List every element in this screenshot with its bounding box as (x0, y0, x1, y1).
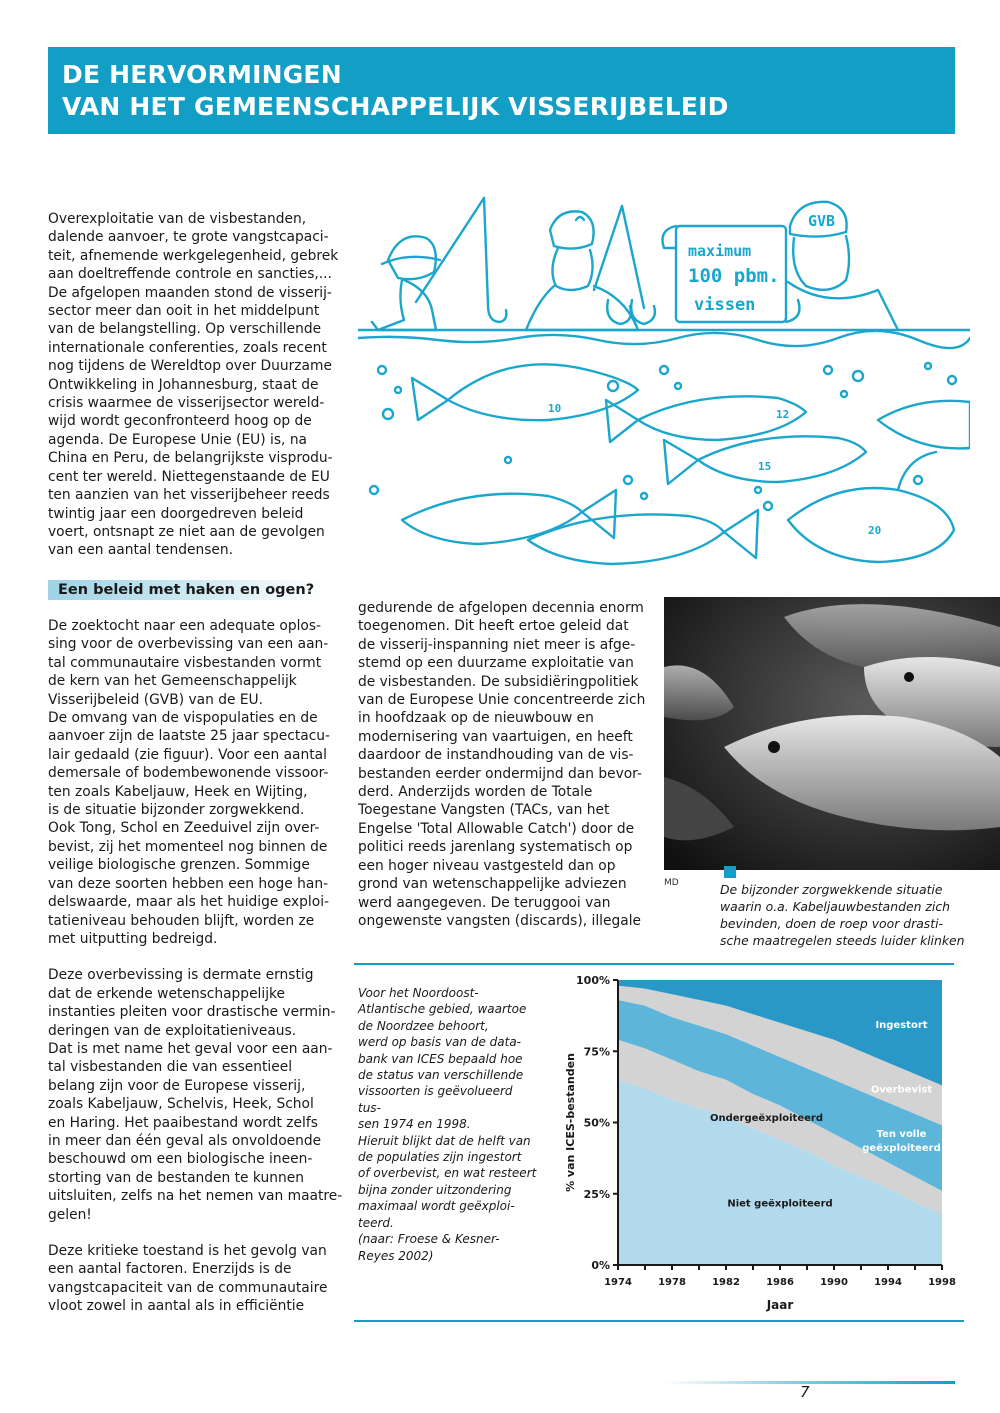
column-1-paragraph-3-line: vloot zowel in aantal als in efficiëntie (48, 1298, 305, 1315)
intro-paragraph (48, 210, 348, 560)
intro-line: twintig jaar een doorgedreven beleid (48, 505, 304, 522)
chart-series-label: Ingestort (875, 1020, 928, 1032)
intro-line: De afgelopen maanden stond de visserij- (48, 284, 332, 301)
column-1-paragraph-2 (48, 966, 348, 1224)
column-1-paragraph-1-line: tal communautaire visbestanden vormt (48, 654, 322, 671)
chart-series-label: Ten volle (876, 1128, 927, 1140)
chart-caption-line: teerd. (358, 1215, 394, 1230)
column-1-paragraph-2-line: beschouwd om een biologische ineen- (48, 1151, 313, 1168)
column-2-line: een hoger niveau vastgesteld dan op (358, 857, 616, 874)
cartoon-fish-number-2: 12 (776, 408, 790, 421)
chart-x-axis-label: Jaar (766, 1298, 794, 1312)
column-1-paragraph-2-line: deringen van de exploitatieniveaus. (48, 1022, 297, 1039)
column-1-paragraph-2-line: en Haring. Het paaibestand wordt zelfs (48, 1114, 318, 1131)
chart-series-label: geëxploiteerd (862, 1142, 941, 1154)
cartoon-fish-number-4: 20 (868, 524, 882, 537)
column-2-line: de visbestanden. De subsidiëringpolitiek (358, 673, 639, 690)
cartoon-sign-line-3: vissen (694, 295, 756, 315)
chart-caption-line: bijna zonder uitzondering (358, 1182, 512, 1197)
intro-line: internationale conferenties, zoals recent (48, 339, 327, 356)
column-1-paragraph-1-line: Ook Tong, Schol en Zeeduivel zijn over- (48, 820, 320, 837)
footer-line (665, 1381, 955, 1384)
intro-line: nog tijdens de Wereldtop over Duurzame (48, 358, 332, 375)
column-1-paragraph-1-line: veilige biologische grenzen. Sommige (48, 857, 310, 874)
chart-caption-line: Reyes 2002) (358, 1248, 434, 1263)
intro-line: ten aanzien van het visserijbeheer reeds (48, 487, 330, 504)
chart-y-tick-label: 25% (583, 1187, 610, 1201)
chart-x-tick-label: 1986 (766, 1277, 794, 1288)
column-1-paragraph-1-line: met uitputting bedreigd. (48, 930, 218, 947)
chart-x-tick-label: 1994 (874, 1277, 902, 1288)
page-title-line-2: VAN HET GEMEENSCHAPPELIJK VISSERIJBELEID (62, 92, 729, 121)
column-1-paragraph-1-line: De zoektocht naar een adequate oplos- (48, 618, 322, 634)
column-1-paragraph-3-line: vangstcapaciteit van de communautaire (48, 1279, 328, 1296)
column-1-paragraph-1-line: Visserijbeleid (GVB) van de EU. (48, 691, 264, 708)
column-2-line: daardoor de instandhouding van de vis- (358, 747, 634, 764)
cod-photo (664, 597, 1000, 870)
column-1-paragraph-1-line: aanvoer zijn de laatste 25 jaar spectacu- (48, 728, 331, 745)
chart-x-tick-label: 1998 (928, 1277, 956, 1288)
chart-y-tick-label: 50% (583, 1116, 610, 1130)
photo-caption-line: bevinden, doen de roep voor drasti- (720, 916, 944, 931)
intro-line: Ontwikkeling in Johannesburg, staat de (48, 376, 319, 393)
column-1-paragraph-2-line: gelen! (48, 1206, 92, 1223)
column-2-line: derd. Anderzijds worden de Totale (358, 784, 593, 801)
column-2 (358, 599, 658, 930)
column-2-line: modernisering van vaartuigen, en heeft (358, 728, 633, 745)
chart-series-label: Overbevist (870, 1084, 933, 1096)
chart-x-tick-label: 1990 (820, 1277, 848, 1288)
chart-bottom-rule (354, 1320, 964, 1322)
chart-caption-line: (naar: Froese & Kesner- (358, 1232, 500, 1247)
column-2-line: Engelse 'Total Allowable Catch') door de (358, 820, 635, 837)
section-heading: Een beleid met haken en ogen? (48, 580, 323, 600)
chart-caption-line: vissoorten is geëvolueerd tus- (358, 1084, 513, 1115)
column-1-paragraph-1 (48, 617, 348, 948)
cartoon-sign-line-2: 100 pbm. (688, 265, 780, 287)
chart-caption-line: maximaal wordt geëxploi- (358, 1199, 515, 1214)
cartoon-cap-label: GVB (808, 212, 836, 230)
column-1-paragraph-1-line: tatieniveau behouden blijft, worden ze (48, 912, 315, 929)
photo-caption-line: sche maatregelen steeds luider klinken (720, 933, 965, 948)
intro-line: Overexploitatie van de visbestanden, (48, 211, 307, 227)
column-2-line: Toegestane Vangsten (TACs, van het (358, 802, 610, 819)
cartoon-fish-number-1: 10 (548, 402, 562, 415)
chart-y-tick-label: 0% (591, 1259, 610, 1272)
column-1-paragraph-1-line: ten zoals Kabeljauw, Heek en Wijting, (48, 783, 308, 800)
intro-line: crisis waarmee de visserijsector wereld- (48, 395, 325, 412)
column-2-line: de visserij-inspanning niet meer is afge- (358, 636, 636, 653)
column-2-line: grond van wetenschappelijke adviezen (358, 876, 627, 893)
chart-y-tick-label: 100% (576, 974, 610, 987)
column-2-line: van de Europese Unie concentreerde zich (358, 692, 646, 709)
chart-y-tick-label: 75% (583, 1045, 610, 1059)
chart-caption-line: of overbevist, en wat resteert (358, 1166, 537, 1181)
column-1 (48, 617, 348, 1316)
column-1-paragraph-1-line: delswaarde, maar als het huidige exploi- (48, 894, 330, 911)
chart-series-label: Ondergeëxploiteerd (710, 1112, 823, 1124)
column-1-paragraph-1-line: De omvang van de vispopulaties en de (48, 710, 318, 727)
column-2-line: toegenomen. Dit heeft ertoe geleid dat (358, 618, 629, 635)
column-1-paragraph-2-line: zoals Kabeljauw, Schelvis, Heek, Schol (48, 1096, 314, 1113)
column-1-paragraph-3 (48, 1242, 348, 1316)
intro-line: agenda. De Europese Unie (EU) is, na (48, 431, 308, 448)
column-1-paragraph-1-line: van deze soorten hebben een hoge han- (48, 875, 329, 892)
chart-x-tick-label: 1974 (604, 1277, 632, 1288)
intro-line: sector meer dan ooit in het middelpunt (48, 303, 320, 320)
photo-caption-line: De bijzonder zorgwekkende situatie (720, 882, 943, 897)
intro-line: wijd wordt geconfronteerd hoog op de (48, 413, 312, 430)
column-2-line: gedurende de afgelopen decennia enorm (358, 600, 644, 616)
stock-status-area-chart (548, 965, 960, 1317)
photo-caption (720, 881, 970, 949)
chart-caption-line: de populaties zijn ingestort (358, 1150, 522, 1165)
chart-caption (358, 985, 538, 1264)
column-1-paragraph-1-line: de kern van het Gemeenschappelijk (48, 673, 297, 690)
column-1-paragraph-2-line: in meer dan één geval als onvoldoende (48, 1132, 322, 1149)
intro-line: teit, afnemende werkgelegenheid, gebrek (48, 247, 339, 264)
column-1-paragraph-3-line: Deze kritieke toestand is het gevolg van (48, 1243, 327, 1259)
chart-caption-line: de status van verschillende (358, 1068, 524, 1083)
column-2-line: ongewenste vangsten (discards), illegale (358, 912, 642, 929)
cartoon-fish-number-3: 15 (758, 460, 772, 473)
column-1-paragraph-1-line: sing voor de overbevissing van een aan- (48, 636, 329, 653)
chart-caption-line: de Noordzee behoort, (358, 1018, 489, 1033)
chart-series-label: Niet geëxploiteerd (727, 1198, 833, 1210)
column-1-paragraph-3-line: een aantal factoren. Enerzijds is de (48, 1261, 292, 1278)
column-2-line: werd aangegeven. De teruggooi van (358, 894, 611, 911)
intro-line: van de belangstelling. Op verschillende (48, 321, 322, 338)
column-1-paragraph-2-line: belang zijn voor de Europese visserij, (48, 1077, 306, 1094)
photo-credit: MD (664, 878, 679, 888)
intro-line: aan doeltreffende controle en sancties,... (48, 266, 332, 283)
column-2-line: in hoofdzaak op de nieuwbouw en (358, 710, 594, 727)
column-1-paragraph-2-line: Deze overbevissing is dermate ernstig (48, 967, 314, 984)
column-1-paragraph-1-line: bevist, zij het momenteel nog binnen de (48, 838, 328, 855)
chart-x-tick-label: 1978 (658, 1277, 686, 1288)
column-1-paragraph-1-line: lair gedaald (zie figuur). Voor een aantal (48, 746, 327, 763)
column-2-line: politici reeds jarenlang systematisch op (358, 839, 633, 856)
column-1-paragraph-1-line: demersale of bodembewonende vissoor- (48, 765, 329, 782)
chart-y-axis-label: % van ICES-bestanden (564, 1053, 577, 1192)
chart-x-tick-label: 1982 (712, 1277, 740, 1288)
column-1-paragraph-1-line: is de situatie bijzonder zorgwekkend. (48, 802, 305, 819)
title-banner (48, 47, 955, 134)
chart-caption-line: Voor het Noordoost- (358, 986, 479, 1000)
column-2-line: stemd op een duurzame exploitatie van (358, 655, 634, 672)
column-2-line: bestanden eerder ondermijnd dan bevor- (358, 765, 642, 782)
photo-caption-line: waarin o.a. Kabeljauwbestanden zich (720, 899, 951, 914)
page-number: 7 (800, 1383, 810, 1401)
column-1-paragraph-2-line: dat de erkende wetenschappelijke (48, 985, 286, 1002)
chart-caption-line: sen 1974 en 1998. (358, 1117, 471, 1132)
column-1-paragraph-2-line: instanties pleiten voor drastische vermin- (48, 1004, 336, 1021)
intro-line: van een aantal tendensen. (48, 542, 234, 559)
fishermen-cartoon-illustration (358, 190, 970, 580)
intro-line: dalende aanvoer, te grote vangstcapaci- (48, 229, 329, 246)
chart-caption-line: bank van ICES bepaald hoe (358, 1051, 523, 1066)
intro-line: China en Peru, de belangrijkste visprodu- (48, 450, 333, 467)
column-1-paragraph-2-line: storting van de bestanden te kunnen (48, 1169, 304, 1186)
intro-line: cent ter wereld. Niettegenstaande de EU (48, 468, 330, 485)
column-1-paragraph-2-line: Dat is met name het geval voor een aan- (48, 1040, 333, 1057)
chart-caption-line: Atlantische gebied, waartoe (358, 1002, 527, 1017)
column-1-paragraph-2-line: uitsluiten, zelfs na het nemen van maatre- (48, 1188, 343, 1205)
column-1-paragraph-2-line: tal visbestanden die van essentieel (48, 1059, 293, 1076)
chart-caption-line: Hieruit blijkt dat de helft van (358, 1133, 531, 1148)
intro-line: voert, ontsnapt ze niet aan de gevolgen (48, 523, 325, 540)
cartoon-sign-line-1: maximum (688, 242, 752, 260)
page-title-line-1: DE HERVORMINGEN (62, 60, 342, 89)
photo-marker (724, 866, 736, 878)
chart-caption-line: werd op basis van de data- (358, 1035, 522, 1050)
